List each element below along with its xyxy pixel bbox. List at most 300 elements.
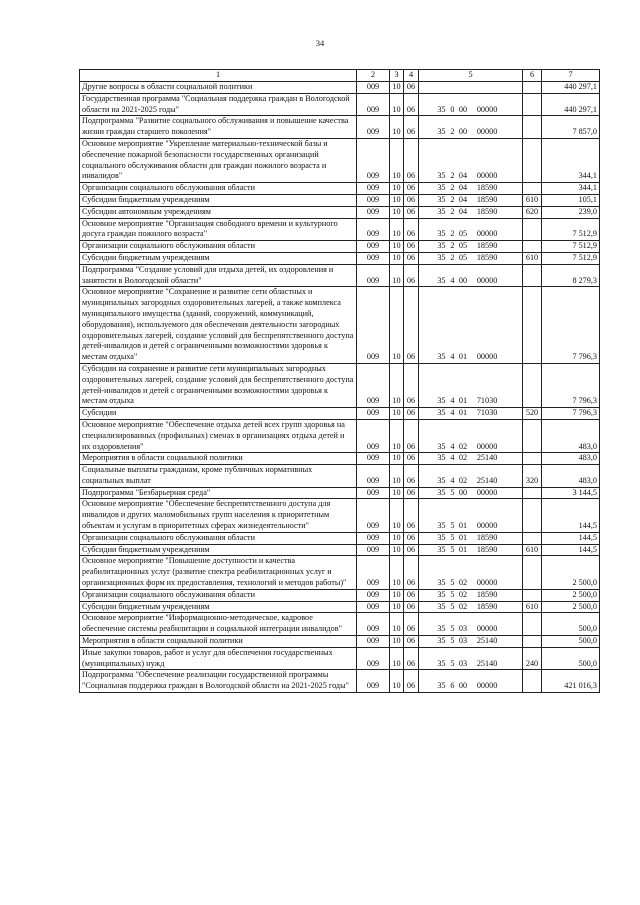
target-article-code	[419, 206, 523, 218]
subsection-code: 06	[404, 218, 419, 241]
expense-type-code	[523, 138, 542, 182]
target-article-code	[419, 499, 523, 532]
section-code: 10	[390, 670, 404, 693]
table-row	[80, 206, 600, 218]
target-article-code	[419, 408, 523, 420]
target-article-part: 05	[458, 252, 468, 262]
section-code: 10	[390, 408, 404, 420]
target-article-part: 35	[437, 532, 446, 542]
table-row	[80, 636, 600, 648]
target-article-part: 00000	[476, 441, 498, 451]
row-name: Подпрограмма "Создание условий для отдыха детей, их оздоровления и занятости в Вологодской области"	[80, 264, 357, 287]
target-article-code	[419, 613, 523, 636]
target-article-part: 2	[450, 252, 455, 262]
target-article-code	[419, 465, 523, 488]
target-article-part: 04	[458, 183, 468, 193]
header-row	[80, 70, 600, 82]
row-name: Субсидии автономным учреждениям	[80, 206, 357, 218]
target-article-part: 03	[458, 636, 468, 646]
row-name: Субсидии бюджетным учреждениям	[80, 544, 357, 556]
subsection-code: 06	[404, 206, 419, 218]
target-article-part: 35	[437, 487, 446, 497]
subsection-code: 06	[404, 544, 419, 556]
target-article-part: 35	[437, 194, 446, 204]
subsection-code: 06	[404, 487, 419, 499]
table-row	[80, 544, 600, 556]
target-article-part: 4	[450, 453, 455, 463]
amount: 3 144,5	[542, 487, 600, 499]
amount: 7 512,9	[542, 218, 600, 241]
target-article-part: 00000	[476, 624, 498, 634]
target-article-part: 4	[450, 441, 455, 451]
expense-type-code: 610	[523, 544, 542, 556]
target-article-part: 00000	[476, 352, 498, 362]
target-article-part: 4	[450, 475, 455, 485]
target-article-part: 02	[458, 475, 468, 485]
expense-type-code	[523, 82, 542, 94]
target-article-part: 5	[450, 532, 455, 542]
section-code: 10	[390, 93, 404, 116]
amount: 344,1	[542, 183, 600, 195]
section-code: 10	[390, 183, 404, 195]
target-article-part: 18590	[476, 532, 498, 542]
row-name: Субсидии бюджетным учреждениям	[80, 252, 357, 264]
amount: 7 796,3	[542, 408, 600, 420]
section-code: 10	[390, 363, 404, 407]
subsection-code: 06	[404, 287, 419, 364]
target-article-part: 35	[437, 681, 446, 691]
subsection-code: 06	[404, 670, 419, 693]
expense-type-code	[523, 116, 542, 139]
target-article-part: 5	[450, 589, 455, 599]
ministry-code: 009	[357, 116, 390, 139]
amount: 8 279,3	[542, 264, 600, 287]
ministry-code: 009	[357, 636, 390, 648]
section-code: 10	[390, 589, 404, 601]
target-article-part: 25140	[476, 475, 498, 485]
target-article-part: 04	[458, 171, 468, 181]
header-cell: 3	[390, 70, 404, 82]
subsection-code: 06	[404, 532, 419, 544]
table-row	[80, 453, 600, 465]
ministry-code: 009	[357, 194, 390, 206]
target-article-part: 35	[437, 127, 446, 137]
row-name: Субсидии на сохранение и развитие сети муниципальных загородных оздоровительных лагерей, создание условий для беспрепятственного доступа детей-инвалидов и детей с ограниченными возможностями здоровья к местам отдыха	[80, 363, 357, 407]
row-name: Подпрограмма "Обеспечение реализации государственной программы "Социальная поддержка граждан в Вологодской области на 2021-2025 годы"	[80, 670, 357, 693]
section-code: 10	[390, 218, 404, 241]
target-article-part: 35	[437, 275, 446, 285]
row-name: Основное мероприятие "Повышение доступности и качества реабилитационных услуг (развитие спектра реабилитационных услуг и организационных форм их предоставления, технологий и методов работы)"	[80, 556, 357, 589]
expense-type-code: 520	[523, 408, 542, 420]
amount: 239,0	[542, 206, 600, 218]
target-article-part: 01	[458, 396, 468, 406]
table-row	[80, 183, 600, 195]
target-article-code	[419, 241, 523, 253]
ministry-code: 009	[357, 487, 390, 499]
table-row	[80, 613, 600, 636]
amount: 7 857,0	[542, 116, 600, 139]
target-article-part: 00	[458, 681, 468, 691]
header-cell: 4	[404, 70, 419, 82]
row-name: Другие вопросы в области социальной политики	[80, 82, 357, 94]
target-article-part: 4	[450, 275, 455, 285]
target-article-part: 04	[458, 194, 468, 204]
target-article-part: 00000	[476, 681, 498, 691]
subsection-code: 06	[404, 264, 419, 287]
target-article-part: 18590	[476, 601, 498, 611]
target-article-part: 6	[450, 681, 455, 691]
amount: 7 512,9	[542, 241, 600, 253]
target-article-part: 2	[450, 183, 455, 193]
header-cell: 5	[419, 70, 523, 82]
target-article-part: 35	[437, 658, 446, 668]
table-row	[80, 419, 600, 452]
target-article-part: 01	[458, 544, 468, 554]
ministry-code: 009	[357, 363, 390, 407]
expense-type-code: 610	[523, 194, 542, 206]
amount: 105,1	[542, 194, 600, 206]
subsection-code: 06	[404, 601, 419, 613]
section-code: 10	[390, 636, 404, 648]
row-name: Организации социального обслуживания области	[80, 241, 357, 253]
row-name: Подпрограмма "Развитие социального обслуживания и повышение качества жизни граждан старшего поколения"	[80, 116, 357, 139]
target-article-code	[419, 647, 523, 670]
section-code: 10	[390, 116, 404, 139]
target-article-part: 5	[450, 624, 455, 634]
target-article-part: 18590	[476, 183, 498, 193]
ministry-code: 009	[357, 138, 390, 182]
target-article-part: 35	[437, 601, 446, 611]
target-article-part: 00	[458, 487, 468, 497]
expense-type-code: 610	[523, 252, 542, 264]
target-article-part: 35	[437, 521, 446, 531]
row-name: Организации социального обслуживания области	[80, 589, 357, 601]
ministry-code: 009	[357, 465, 390, 488]
amount: 440 297,1	[542, 93, 600, 116]
table-row	[80, 408, 600, 420]
target-article-part: 18590	[476, 252, 498, 262]
section-code: 10	[390, 82, 404, 94]
target-article-part: 35	[437, 475, 446, 485]
target-article-code	[419, 252, 523, 264]
target-article-part: 02	[458, 601, 468, 611]
section-code: 10	[390, 138, 404, 182]
ministry-code: 009	[357, 601, 390, 613]
amount: 344,1	[542, 138, 600, 182]
section-code: 10	[390, 453, 404, 465]
target-article-part: 02	[458, 578, 468, 588]
table-row	[80, 647, 600, 670]
ministry-code: 009	[357, 556, 390, 589]
amount: 500,0	[542, 613, 600, 636]
row-name: Субсидии	[80, 408, 357, 420]
target-article-part: 35	[437, 578, 446, 588]
expense-type-code	[523, 218, 542, 241]
table-row	[80, 264, 600, 287]
target-article-code	[419, 116, 523, 139]
header-cell: 1	[80, 70, 357, 82]
expense-type-code	[523, 363, 542, 407]
target-article-part: 35	[437, 252, 446, 262]
amount: 7 796,3	[542, 287, 600, 364]
target-article-part: 2	[450, 206, 455, 216]
subsection-code: 06	[404, 252, 419, 264]
table-row	[80, 532, 600, 544]
amount: 144,5	[542, 532, 600, 544]
ministry-code: 009	[357, 453, 390, 465]
section-code: 10	[390, 532, 404, 544]
target-article-part: 71030	[476, 408, 498, 418]
expense-type-code	[523, 636, 542, 648]
ministry-code: 009	[357, 613, 390, 636]
target-article-code	[419, 636, 523, 648]
subsection-code: 06	[404, 499, 419, 532]
header-cell: 2	[357, 70, 390, 82]
section-code: 10	[390, 194, 404, 206]
table-row	[80, 465, 600, 488]
section-code: 10	[390, 287, 404, 364]
ministry-code: 009	[357, 264, 390, 287]
target-article-part: 02	[458, 441, 468, 451]
subsection-code: 06	[404, 408, 419, 420]
row-name: Субсидии бюджетным учреждениям	[80, 601, 357, 613]
target-article-part: 00000	[476, 127, 498, 137]
subsection-code: 06	[404, 556, 419, 589]
amount: 7 796,3	[542, 363, 600, 407]
target-article-part: 35	[437, 408, 446, 418]
target-article-part: 00000	[476, 104, 498, 114]
target-article-part: 4	[450, 396, 455, 406]
expense-type-code	[523, 613, 542, 636]
amount: 440 297,1	[542, 82, 600, 94]
ministry-code: 009	[357, 218, 390, 241]
expense-type-code	[523, 264, 542, 287]
target-article-part: 01	[458, 521, 468, 531]
table-row	[80, 487, 600, 499]
target-article-code	[419, 544, 523, 556]
subsection-code: 06	[404, 613, 419, 636]
subsection-code: 06	[404, 363, 419, 407]
table-row	[80, 218, 600, 241]
target-article-part: 18590	[476, 194, 498, 204]
target-article-part: 00000	[476, 275, 498, 285]
target-article-part: 00000	[476, 578, 498, 588]
row-name: Мероприятия в области социальной политики	[80, 453, 357, 465]
table-row	[80, 363, 600, 407]
table-row	[80, 241, 600, 253]
table-row	[80, 589, 600, 601]
target-article-part: 2	[450, 171, 455, 181]
amount: 2 500,0	[542, 589, 600, 601]
target-article-part: 5	[450, 601, 455, 611]
target-article-part: 35	[437, 183, 446, 193]
target-article-part: 01	[458, 352, 468, 362]
target-article-part: 5	[450, 658, 455, 668]
expense-type-code	[523, 589, 542, 601]
table-row	[80, 138, 600, 182]
subsection-code: 06	[404, 82, 419, 94]
expense-type-code	[523, 453, 542, 465]
header-cell: 6	[523, 70, 542, 82]
target-article-part: 2	[450, 241, 455, 251]
subsection-code: 06	[404, 116, 419, 139]
row-name: Основное мероприятие "Обеспечение отдыха детей всех групп здоровья на специализированных (профильных) сменах в организациях отдыха детей и их оздоровления"	[80, 419, 357, 452]
row-name: Мероприятия в области социальной политики	[80, 636, 357, 648]
target-article-code	[419, 194, 523, 206]
row-name: Основное мероприятие "Информационно-методическое, кадровое обеспечение системы реабилитации и социальной интеграции инвалидов"	[80, 613, 357, 636]
row-name: Субсидии бюджетным учреждениям	[80, 194, 357, 206]
target-article-part: 04	[458, 206, 468, 216]
expense-type-code: 240	[523, 647, 542, 670]
target-article-part: 00	[458, 104, 468, 114]
target-article-part: 4	[450, 352, 455, 362]
ministry-code: 009	[357, 419, 390, 452]
target-article-part: 00000	[476, 171, 498, 181]
amount: 500,0	[542, 647, 600, 670]
amount: 144,5	[542, 499, 600, 532]
target-article-code	[419, 218, 523, 241]
target-article-code	[419, 419, 523, 452]
table-row	[80, 194, 600, 206]
table-row	[80, 601, 600, 613]
expense-type-code: 320	[523, 465, 542, 488]
subsection-code: 06	[404, 138, 419, 182]
target-article-part: 18590	[476, 206, 498, 216]
subsection-code: 06	[404, 589, 419, 601]
amount: 483,0	[542, 465, 600, 488]
subsection-code: 06	[404, 465, 419, 488]
section-code: 10	[390, 241, 404, 253]
ministry-code: 009	[357, 206, 390, 218]
amount: 7 512,9	[542, 252, 600, 264]
row-name: Основное мероприятие "Сохранение и развитие сети областных и муниципальных загородных оздоровительных лагерей, а также комплекса муниципального имущества (зданий, сооружений, коммуникаций, оборудования), используемого для обеспечения деятельности загородных оздоровительных лагерей, создание условий для беспрепятственного доступа детей-инвалидов и детей с ограниченными возможностями здоровья к местам отдыха"	[80, 287, 357, 364]
row-name: Иные закупки товаров, работ и услуг для обеспечения государственных (муниципальных) нужд	[80, 647, 357, 670]
ministry-code: 009	[357, 408, 390, 420]
amount: 2 500,0	[542, 601, 600, 613]
target-article-part: 35	[437, 229, 446, 239]
target-article-part: 71030	[476, 396, 498, 406]
row-name: Организации социального обслуживания области	[80, 183, 357, 195]
target-article-code	[419, 487, 523, 499]
target-article-part: 35	[437, 636, 446, 646]
expense-type-code	[523, 670, 542, 693]
section-code: 10	[390, 206, 404, 218]
target-article-part: 01	[458, 532, 468, 542]
ministry-code: 009	[357, 499, 390, 532]
ministry-code: 009	[357, 287, 390, 364]
target-article-part: 18590	[476, 241, 498, 251]
page-number: 34	[315, 38, 325, 48]
target-article-part: 2	[450, 194, 455, 204]
table-row	[80, 252, 600, 264]
target-article-part: 05	[458, 241, 468, 251]
ministry-code: 009	[357, 670, 390, 693]
ministry-code: 009	[357, 93, 390, 116]
target-article-part: 5	[450, 636, 455, 646]
target-article-part: 4	[450, 408, 455, 418]
target-article-part: 35	[437, 544, 446, 554]
section-code: 10	[390, 544, 404, 556]
target-article-code	[419, 264, 523, 287]
amount: 500,0	[542, 636, 600, 648]
ministry-code: 009	[357, 241, 390, 253]
row-name: Основное мероприятие "Организация свободного времени и культурного досуга граждан пожилого возраста"	[80, 218, 357, 241]
target-article-part: 00000	[476, 229, 498, 239]
target-article-part: 35	[437, 589, 446, 599]
table-row	[80, 499, 600, 532]
expense-type-code	[523, 241, 542, 253]
expense-type-code	[523, 419, 542, 452]
target-article-code	[419, 556, 523, 589]
target-article-code	[419, 601, 523, 613]
amount: 483,0	[542, 453, 600, 465]
row-name: Государственная программа "Социальная поддержка граждан в Вологодской области на 2021-2025 годы"	[80, 93, 357, 116]
ministry-code: 009	[357, 544, 390, 556]
ministry-code: 009	[357, 647, 390, 670]
target-article-code	[419, 93, 523, 116]
ministry-code: 009	[357, 252, 390, 264]
subsection-code: 06	[404, 183, 419, 195]
subsection-code: 06	[404, 241, 419, 253]
target-article-part: 35	[437, 206, 446, 216]
target-article-part: 2	[450, 127, 455, 137]
section-code: 10	[390, 601, 404, 613]
target-article-code	[419, 138, 523, 182]
table-row	[80, 93, 600, 116]
target-article-part: 03	[458, 658, 468, 668]
row-name: Основное мероприятие "Обеспечение беспрепятственного доступа для инвалидов и других маломобильных групп населения к приоритетным объектам и услугам в приоритетных сферах жизнедеятельности"	[80, 499, 357, 532]
target-article-part: 5	[450, 578, 455, 588]
table-row	[80, 670, 600, 693]
expense-type-code: 620	[523, 206, 542, 218]
expense-type-code	[523, 499, 542, 532]
target-article-part: 25140	[476, 636, 498, 646]
subsection-code: 06	[404, 636, 419, 648]
section-code: 10	[390, 419, 404, 452]
target-article-code	[419, 589, 523, 601]
target-article-part: 35	[437, 396, 446, 406]
row-name: Подпрограмма "Безбарьерная среда"	[80, 487, 357, 499]
target-article-part: 00000	[476, 487, 498, 497]
target-article-part: 25140	[476, 658, 498, 668]
amount: 421 016,3	[542, 670, 600, 693]
target-article-part: 25140	[476, 453, 498, 463]
section-code: 10	[390, 556, 404, 589]
row-name: Основное мероприятие "Укрепление материально-технической базы и обеспечение пожарной безопасности государственных организаций социального обслуживания области для граждан пожилого возраста и инвалидов"	[80, 138, 357, 182]
subsection-code: 06	[404, 453, 419, 465]
row-name: Социальные выплаты гражданам, кроме публичных нормативных социальных выплат	[80, 465, 357, 488]
subsection-code: 06	[404, 93, 419, 116]
header-cell: 7	[542, 70, 600, 82]
table-row	[80, 556, 600, 589]
target-article-part: 00000	[476, 521, 498, 531]
target-article-part: 0	[450, 104, 455, 114]
table-row	[80, 287, 600, 364]
target-article-part: 35	[437, 104, 446, 114]
expense-type-code: 610	[523, 601, 542, 613]
row-name: Организации социального обслуживания области	[80, 532, 357, 544]
target-article-part: 01	[458, 408, 468, 418]
target-article-part: 02	[458, 453, 468, 463]
target-article-code	[419, 287, 523, 364]
expense-type-code	[523, 93, 542, 116]
target-article-code	[419, 363, 523, 407]
target-article-part: 18590	[476, 544, 498, 554]
target-article-part: 03	[458, 624, 468, 634]
section-code: 10	[390, 465, 404, 488]
expense-type-code	[523, 287, 542, 364]
target-article-part: 35	[437, 171, 446, 181]
